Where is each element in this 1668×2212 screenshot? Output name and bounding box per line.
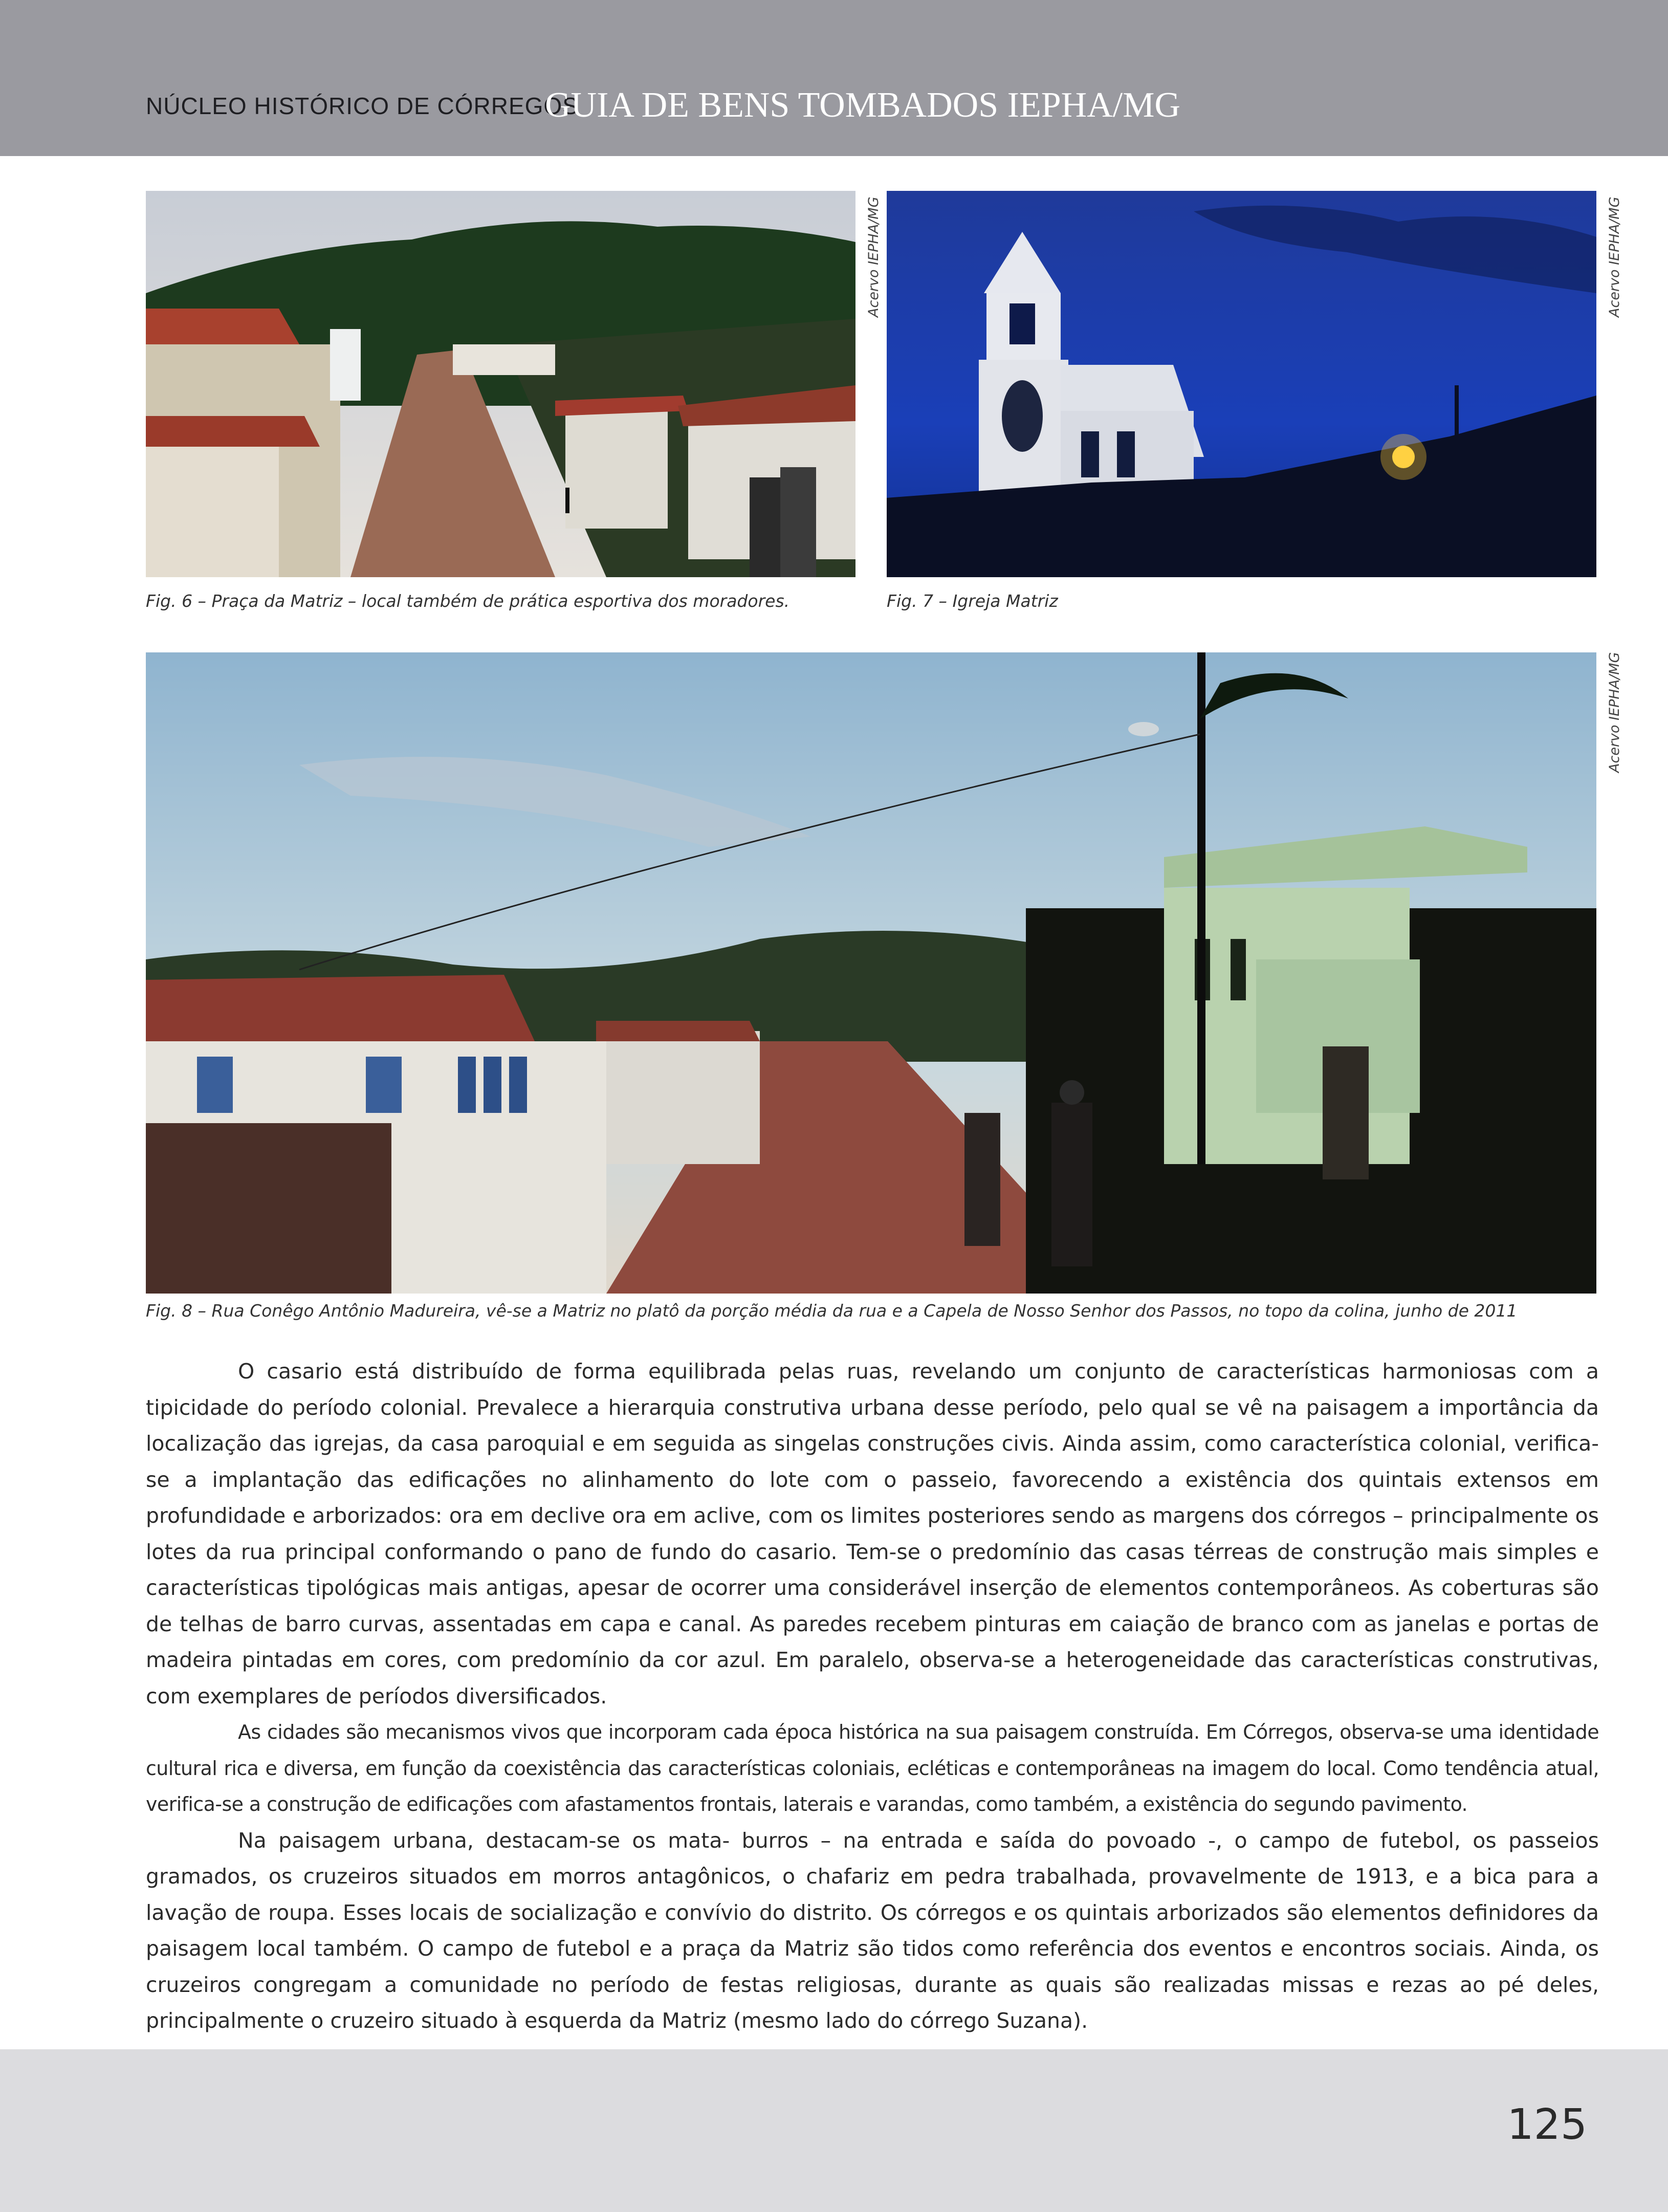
fig7-caption: Fig. 7 – Igreja Matriz (887, 591, 1058, 611)
fig7-photo (887, 191, 1596, 577)
paragraph-2: As cidades são mecanismos vivos que incorporam cada época histórica na sua paisagem construída. Em Córregos, observa-se uma identidade cultural rica e diversa, em função da coexistência das características coloniais, ecléticas e contemporâneas na imagem do local. Como tendência atual, verifica-se a construção de edificações com afastamentos frontais, laterais e varandas, como também, a existência do segundo pavimento. (146, 1721, 1599, 1815)
page-number: 125 (1507, 2100, 1587, 2149)
page-footer (0, 2049, 1668, 2212)
fig6-caption: Fig. 6 – Praça da Matriz – local também de prática esportiva dos moradores. (146, 591, 790, 611)
page-header (0, 0, 1668, 156)
article-body (146, 1353, 1599, 2039)
paragraph-3: Na paisagem urbana, destacam-se os mata- burros – na entrada e saída do povoado -, o campo de futebol, os passeios gramados, os cruzeiros situados em morros antagônicos, o chafariz em pedra trabalhada, provavelmente de 1913, e a bica para a lavação de roupa. Esses locais de socialização e convívio do distrito. Os córregos e os quintais arborizados são elementos definidores da paisagem local também. O campo de futebol e a praça da Matriz são tidos como referência dos eventos e encontros sociais. Ainda, os cruzeiros congregam a comunidade no período de festas religiosas, durante as quais são realizadas missas e rezas ao pé deles, principalmente o cruzeiro situado à esquerda da Matriz (mesmo lado do córrego Suzana). (146, 1828, 1599, 2033)
paragraph-1: O casario está distribuído de forma equilibrada pelas ruas, revelando um conjunto de características harmoniosas com a tipicidade do período colonial. Prevalece a hierarquia construtiva urbana desse período, pelo qual se vê na paisagem a importância da localização das igrejas, da casa paroquial e em seguida as singelas construções civis. Ainda assim, como característica colonial, verifica-se a implantação das edificações no alinhamento do lote com o passeio, favorecendo a existência dos quintais extensos em profundidade e arborizados: ora em declive ora em aclive, com os limites posteriores sendo as margens dos córregos – principalmente os lotes da rua principal conformando o pano de fundo do casario. Tem-se o predomínio das casas térreas de construção mais simples e características tipológicas mais antigas, apesar de ocorrer uma considerável inserção de elementos contemporâneos. As coberturas são de telhas de barro curvas, assentadas em capa e canal. As paredes recebem pinturas em caiação de branco com as janelas e portas de madeira pintadas em cores, com predomínio da cor azul. Em paralelo, observa-se a heterogeneidade das características construtivas, com exemplares de períodos diversificados. (146, 1359, 1599, 1709)
publication-title: GUIA DE BENS TOMBADOS IEPHA/MG (545, 85, 1180, 125)
fig6-photo (146, 191, 855, 577)
fig6-credit: Acervo IEPHA/MG (866, 196, 882, 317)
section-kicker: NÚCLEO HISTÓRICO DE CÓRREGOS (146, 93, 579, 119)
fig8-caption: Fig. 8 – Rua Conêgo Antônio Madureira, vê-se a Matriz no platô da porção média da rua e a Capela de Nosso Senhor dos Passos, no topo da colina, junho de 2011 (146, 1301, 1518, 1321)
fig8-credit: Acervo IEPHA/MG (1607, 652, 1622, 773)
fig8-photo (146, 652, 1596, 1294)
fig7-credit: Acervo IEPHA/MG (1607, 196, 1622, 317)
